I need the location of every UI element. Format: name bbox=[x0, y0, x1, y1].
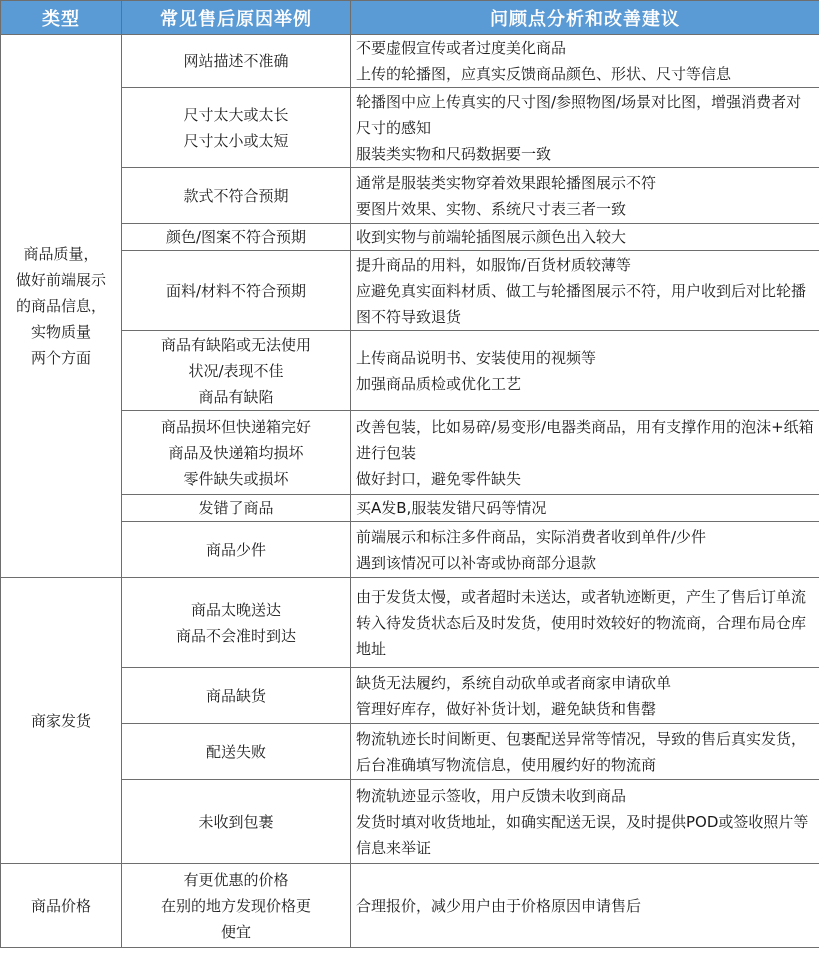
table-row bbox=[1, 578, 819, 668]
reason-line: 未收到包裹 bbox=[198, 812, 274, 831]
reason-cell bbox=[122, 224, 351, 251]
advice-line: 上传的轮播图，应真实反馈商品颜色、形状、尺寸等信息 bbox=[356, 65, 732, 83]
advice-cell bbox=[351, 331, 819, 411]
reason-cell bbox=[122, 668, 351, 724]
reason-line: 面料/材料不符合预期 bbox=[165, 281, 307, 300]
table-row bbox=[1, 724, 819, 780]
advice-line: 上传商品说明书、安装使用的视频等 bbox=[356, 348, 597, 367]
advice-line: 由于发货太慢，或者超时未送达，或者轨迹断更，产生了售后订单流转入待发货状态后及时发货，使用时效较好的物流商，合理布局仓库地址 bbox=[356, 587, 807, 658]
table-row bbox=[1, 224, 819, 251]
reason-line: 有更优惠的价格 bbox=[183, 870, 289, 889]
advice-line: 物流轨迹显示签收，用户反馈未收到商品 bbox=[356, 786, 627, 805]
reason-cell bbox=[122, 864, 351, 948]
reason-line: 商品太晚送达 bbox=[190, 600, 281, 619]
table-row bbox=[1, 251, 819, 331]
advice-line: 应避免真实面料材质、做工与轮播图展示不符，用户收到后对比轮播图不符导致退货 bbox=[356, 281, 807, 326]
reason-line: 配送失败 bbox=[205, 742, 266, 761]
advice-line: 收到实物与前端轮插图展示颜色出入较大 bbox=[356, 228, 627, 246]
advice-line: 加强商品质检或优化工艺 bbox=[356, 374, 522, 393]
table-row bbox=[1, 864, 819, 948]
reason-cell bbox=[122, 780, 351, 864]
advice-line: 买A发B,服装发错尺码等情况 bbox=[356, 499, 547, 517]
reason-line: 状况/表现不佳 bbox=[188, 361, 284, 380]
advice-cell bbox=[351, 88, 819, 168]
category-line: 商品质量， bbox=[23, 245, 99, 263]
advice-line: 前端展示和标注多件商品，实际消费者收到单件/少件 bbox=[356, 527, 707, 546]
reason-line: 网站描述不准确 bbox=[183, 52, 289, 70]
table-body bbox=[1, 35, 819, 948]
reason-line: 尺寸太大或太长 bbox=[183, 105, 289, 124]
reason-line: 便宜 bbox=[220, 922, 251, 941]
reason-cell bbox=[122, 35, 351, 88]
table-row bbox=[1, 168, 819, 224]
advice-line: 做好封口，避免零件缺失 bbox=[356, 469, 522, 488]
header-reason: 常见售后原因举例 bbox=[122, 1, 351, 35]
header-advice: 问顾点分析和改善建议 bbox=[351, 1, 819, 35]
reason-line: 商品及快递箱均损坏 bbox=[168, 443, 304, 462]
reason-line: 商品损坏但快递箱完好 bbox=[160, 417, 311, 436]
header-row bbox=[1, 1, 819, 35]
header-type: 类型 bbox=[1, 1, 122, 35]
table-row bbox=[1, 495, 819, 522]
reason-line: 零件缺失或损坏 bbox=[183, 469, 289, 488]
reason-line: 发错了商品 bbox=[198, 499, 274, 517]
advice-line: 物流轨迹长时间断更、包裹配送异常等情况，导致的售后真实发货，后台准确填写物流信息，使用履约好的物流商 bbox=[356, 729, 807, 774]
advice-line: 通常是服装类实物穿着效果跟轮播图展示不符 bbox=[356, 173, 657, 192]
category-line: 两个方面 bbox=[30, 349, 91, 367]
reason-cell bbox=[122, 88, 351, 168]
reason-line: 颜色/图案不符合预期 bbox=[165, 228, 307, 246]
table-row bbox=[1, 780, 819, 864]
reason-line: 在别的地方发现价格更 bbox=[160, 896, 311, 915]
advice-cell bbox=[351, 251, 819, 331]
category-cell bbox=[1, 35, 122, 578]
advice-line: 缺货无法履约，系统自动砍单或者商家申请砍单 bbox=[356, 673, 672, 692]
category-cell bbox=[1, 578, 122, 864]
advice-line: 管理好库存，做好补货计划，避免缺货和售罄 bbox=[356, 699, 657, 718]
reason-cell bbox=[122, 251, 351, 331]
table-row bbox=[1, 522, 819, 578]
advice-cell bbox=[351, 668, 819, 724]
reason-line: 商品不会准时到达 bbox=[175, 626, 296, 645]
category-line: 实物质量 bbox=[30, 323, 91, 341]
category-line: 做好前端展示 bbox=[15, 271, 106, 289]
advice-cell bbox=[351, 780, 819, 864]
reason-line: 商品少件 bbox=[205, 540, 266, 559]
advice-cell bbox=[351, 522, 819, 578]
advice-line: 合理报价，减少用户由于价格原因申请售后 bbox=[356, 896, 642, 915]
table-row bbox=[1, 88, 819, 168]
category-line: 商家发货 bbox=[30, 711, 91, 730]
reason-cell bbox=[122, 411, 351, 495]
advice-line: 改善包装，比如易碎/易变形/电器类商品，用有支撑作用的泡沫+纸箱进行包装 bbox=[356, 417, 814, 462]
table-row bbox=[1, 35, 819, 88]
table-row bbox=[1, 411, 819, 495]
reason-cell bbox=[122, 522, 351, 578]
reason-cell bbox=[122, 168, 351, 224]
advice-line: 提升商品的用料，如服饰/百货材质较薄等 bbox=[356, 255, 632, 274]
category-line: 商品价格 bbox=[30, 896, 91, 915]
advice-line: 遇到该情况可以补寄或协商部分退款 bbox=[356, 553, 597, 572]
reason-line: 商品缺货 bbox=[205, 686, 266, 705]
advice-cell bbox=[351, 411, 819, 495]
advice-line: 要图片效果、实物、系统尺寸表三者一致 bbox=[356, 199, 627, 218]
reason-cell bbox=[122, 331, 351, 411]
reason-line: 商品有缺陷或无法使用 bbox=[160, 335, 311, 354]
advice-cell bbox=[351, 495, 819, 522]
table-row bbox=[1, 668, 819, 724]
reason-line: 商品有缺陷 bbox=[198, 387, 274, 406]
advice-cell bbox=[351, 578, 819, 668]
advice-line: 服装类实物和尺码数据要一致 bbox=[356, 144, 552, 163]
reason-cell bbox=[122, 724, 351, 780]
reason-line: 款式不符合预期 bbox=[183, 186, 289, 205]
advice-cell bbox=[351, 724, 819, 780]
reason-line: 尺寸太小或太短 bbox=[183, 131, 289, 150]
advice-cell bbox=[351, 864, 819, 948]
reason-cell bbox=[122, 495, 351, 522]
advice-cell bbox=[351, 168, 819, 224]
advice-line: 轮播图中应上传真实的尺寸图/参照物图/场景对比图，增强消费者对尺寸的感知 bbox=[356, 92, 802, 137]
reason-cell bbox=[122, 578, 351, 668]
advice-line: 发货时填对收货地址，如确实配送无误，及时提供POD或签收照片等信息来举证 bbox=[356, 812, 809, 857]
advice-line: 不要虚假宣传或者过度美化商品 bbox=[356, 39, 567, 57]
advice-cell bbox=[351, 224, 819, 251]
category-cell bbox=[1, 864, 122, 948]
table-row bbox=[1, 331, 819, 411]
advice-cell bbox=[351, 35, 819, 88]
category-line: 的商品信息， bbox=[15, 297, 106, 315]
